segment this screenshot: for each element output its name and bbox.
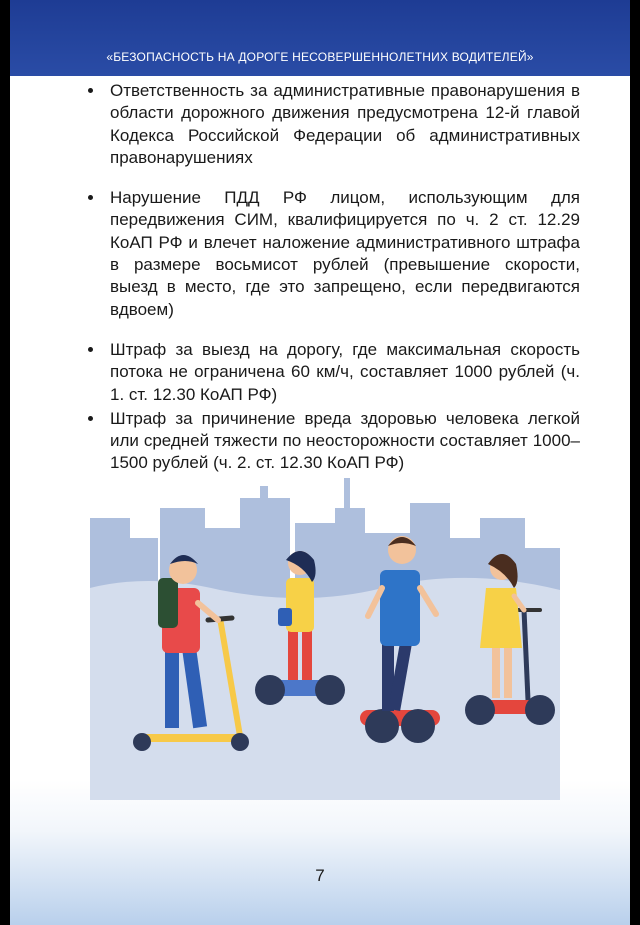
list-item <box>110 339 580 406</box>
bullet-icon <box>88 88 93 93</box>
list-item <box>110 187 580 321</box>
page-number: 7 <box>315 866 325 885</box>
bullet-icon <box>88 347 93 352</box>
bullet-icon <box>88 416 93 421</box>
list-item-text: Штраф за причинение вреда здоровью человека легкой или средней тяжести по неосторожности составляет 1000–1500 рублей (ч. 2. ст. 12.30 КоАП РФ) <box>110 408 580 473</box>
header-bar <box>10 0 630 76</box>
list-item <box>110 408 580 475</box>
list-item-text: Нарушение ПДД РФ лицом, использующим для передвижения СИМ, квалифицируется по ч. 2 ст. 12.29 КоАП РФ и влечет наложение административного штрафа в размере восьмисот рублей (превышение скорости, выезд в место, где это запрещено, если передвигаются вдвоем) <box>110 188 580 319</box>
page <box>10 0 630 925</box>
bullet-list <box>110 80 580 475</box>
scooter-riders-illustration <box>90 478 560 800</box>
list-item-text: Ответственность за административные правонарушения в области дорожного движения предусмотрена 12-й главой Кодекса Российской Федерации об административных правонарушениях <box>110 81 580 167</box>
bottom-gradient <box>10 780 630 925</box>
list-item-text: Штраф за выезд на дорогу, где максимальная скорость потока не ограничена 60 км/ч, составляет 1000 рублей (ч. 1. ст. 12.30 КоАП РФ) <box>110 339 580 404</box>
header-title: «БЕЗОПАСНОСТЬ НА ДОРОГЕ НЕСОВЕРШЕННОЛЕТНИХ ВОДИТЕЛЕЙ» <box>106 50 534 64</box>
list-item <box>110 80 580 169</box>
bullet-icon <box>88 195 93 200</box>
